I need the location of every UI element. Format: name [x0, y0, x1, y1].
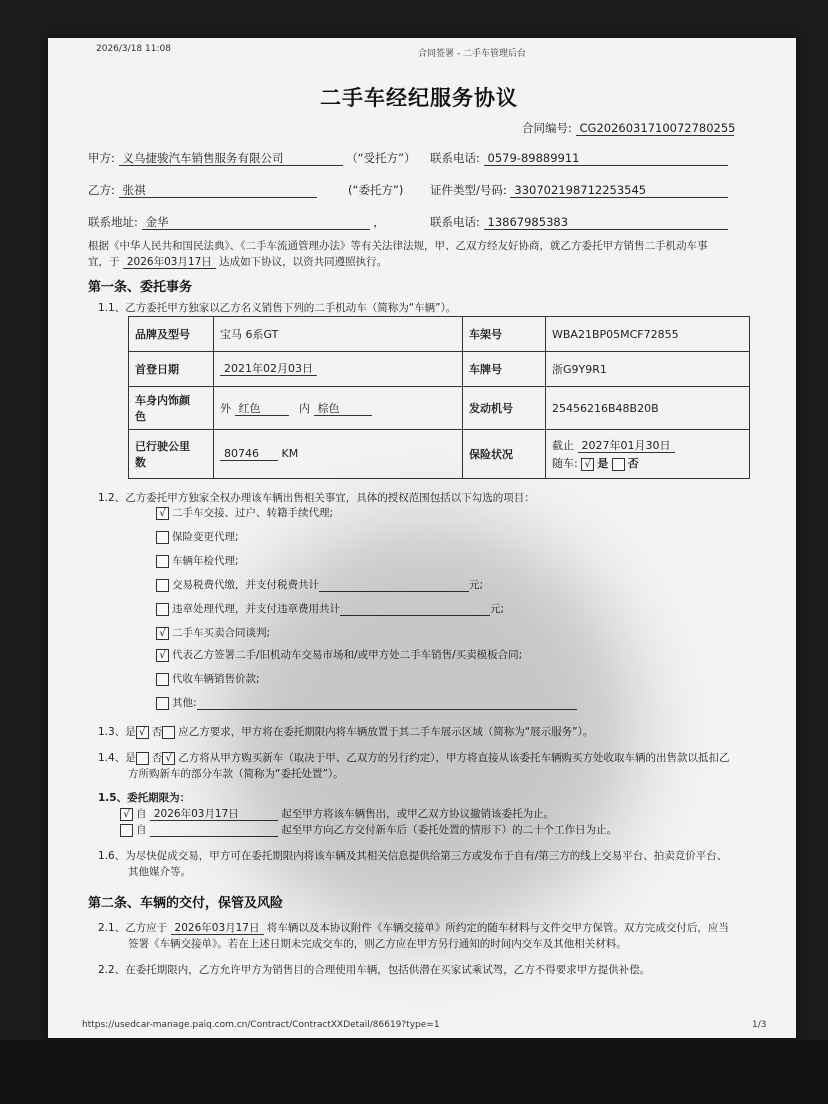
reg-date-cell	[214, 352, 463, 387]
authorization-option	[156, 671, 260, 686]
item-1-3-yes-checkbox[interactable]: √	[136, 726, 149, 739]
mileage-label	[129, 430, 214, 479]
party-a-phone: 0579-89889911	[484, 151, 728, 166]
term-1-from: 自	[136, 808, 147, 820]
option-checkbox-8[interactable]	[156, 673, 169, 686]
intro-suffix: 达成如下协议，以资共同遵照执行。	[219, 256, 388, 268]
plate-value: 浙G9Y9R1	[546, 352, 750, 387]
item-1-3-yes-label: 1.3、是	[98, 726, 136, 738]
insurance-yes-checkbox[interactable]: √	[581, 458, 594, 471]
authorization-option	[156, 625, 270, 640]
table-row	[129, 352, 750, 387]
item-1-4-no-label: 否	[151, 752, 163, 764]
plate-label: 车牌号	[463, 352, 546, 387]
contract-number-value: CG2026031710072780255	[576, 121, 734, 136]
term-checkbox-1[interactable]: √	[120, 808, 133, 821]
item-1-4	[98, 750, 729, 765]
authorization-option	[156, 695, 577, 710]
option-checkbox-6[interactable]: √	[156, 627, 169, 640]
reg-date-label: 首登日期	[129, 352, 214, 387]
party-b-id-row	[430, 182, 728, 198]
option-text-1: 二手车交接、过户、转籍手续代理;	[172, 507, 334, 519]
mileage-value: 80746	[220, 447, 278, 461]
insurance-cell	[546, 430, 750, 479]
item-1-2-intro: 1.2、乙方委托甲方独家全权办理该车辆出售相关事宜，具体的授权范围包括以下勾选的项目：	[98, 492, 535, 504]
other-blank[interactable]	[197, 697, 577, 710]
item-1-3-text: 应乙方要求，甲方将在委托期限内将车辆放置于其二手车展示区域（简称为“展示服务”）。	[178, 726, 594, 738]
item-1-6-line2: 其他媒介等。	[128, 866, 191, 878]
insurance-until-row	[552, 437, 743, 453]
item-2-1-line2: 签署《车辆交接单》。若在上述日期未完成交车的，则乙方应在甲方另行通知的时间内交车及其他相关材料。	[128, 938, 627, 950]
item-1-4-no-checkbox[interactable]: √	[162, 752, 175, 765]
table-row	[129, 430, 750, 479]
authorization-option	[156, 505, 333, 520]
party-b-name: 张祺	[119, 183, 317, 198]
address-label: 联系地址:	[88, 215, 138, 229]
intro-prefix: 宜，于	[88, 256, 120, 268]
color-label-line1: 车身内饰颜	[135, 394, 190, 407]
exterior-color: 红色	[235, 402, 289, 416]
intro-line-1: 根据《中华人民共和国民法典》、《二手车流通管理办法》等有关法律法规，甲、乙双方经友好协商，就乙方委托甲方销售二手机动车事	[88, 240, 708, 252]
authorization-option	[156, 601, 504, 616]
intro-date: 2026年03月17日	[123, 256, 216, 269]
item-1-3	[98, 724, 593, 739]
insurance-until-label: 截止	[552, 439, 574, 452]
item-1-5-title: 1.5、委托期限为：	[98, 792, 191, 804]
party-b-row	[88, 182, 317, 198]
party-b-id-label: 证件类型/号码:	[430, 183, 507, 197]
item-1-4-yes-label: 1.4、是	[98, 752, 136, 764]
item-1-3-no-label: 否	[151, 726, 163, 738]
insurance-no-checkbox[interactable]	[612, 458, 625, 471]
contract-title: 二手车经纪服务协议	[320, 86, 518, 110]
option-suffix-4: 元;	[469, 579, 484, 591]
party-a-phone-label: 联系电话:	[430, 151, 480, 165]
party-b-id: 330702198712253545	[510, 183, 728, 198]
term-1-start-date: 2026年03月17日	[150, 808, 278, 821]
party-b-role: (“委托方”)	[348, 183, 404, 197]
term-2-from: 自	[136, 824, 147, 836]
option-text-3: 车辆年检代理;	[172, 555, 239, 567]
insurance-follow-row	[552, 455, 743, 471]
color-cell	[214, 387, 463, 430]
address-row	[88, 214, 385, 230]
party-a-name: 义乌捷骏汽车销售服务有限公司	[119, 151, 343, 166]
interior-color: 棕色	[314, 402, 372, 416]
option-checkbox-9[interactable]	[156, 697, 169, 710]
violation-amount-blank[interactable]	[340, 603, 490, 616]
print-datetime: 2026/3/18 11:08	[96, 44, 171, 54]
authorization-option	[156, 647, 522, 662]
item-1-4-line2: 方所购新车的部分车款（简称为“委托处置”）。	[128, 768, 344, 780]
term-checkbox-2[interactable]	[120, 824, 133, 837]
insurance-follow-label: 随车:	[552, 457, 578, 470]
item-2-1-text: 将车辆以及本协议附件《车辆交接单》所约定的随车材料与文件交甲方保管。双方完成交付后，应当	[266, 922, 729, 934]
table-surface	[0, 1040, 828, 1104]
option-text-4: 交易税费代缴，并支付税费共计	[172, 579, 319, 591]
insurance-no-label: 否	[627, 457, 639, 470]
item-1-4-yes-checkbox[interactable]	[136, 752, 149, 765]
party-b-phone: 13867985383	[484, 215, 728, 230]
reg-date-value: 2021年02月03日	[220, 362, 317, 376]
item-2-1-date: 2026年03月17日	[171, 922, 264, 935]
option-checkbox-5[interactable]	[156, 603, 169, 616]
party-a-label: 甲方:	[88, 151, 115, 165]
item-1-3-no-checkbox[interactable]	[162, 726, 175, 739]
option-text-9: 其他:	[172, 697, 197, 709]
vin-label: 车架号	[463, 317, 546, 352]
mileage-unit: KM	[281, 447, 299, 460]
term-2-text: 起至甲方向乙方交付新车后（委托处置的情形下）的二十个工作日为止。	[281, 824, 618, 836]
contract-page	[48, 38, 796, 1038]
party-a-phone-row	[430, 150, 728, 166]
term-2-start-blank[interactable]	[150, 824, 278, 837]
tax-amount-blank[interactable]	[319, 579, 469, 592]
footer-page: 1/3	[752, 1020, 767, 1030]
party-b-phone-label: 联系电话:	[430, 215, 480, 229]
insurance-label: 保险状况	[463, 430, 546, 479]
table-row	[129, 317, 750, 352]
contract-number-label: 合同编号:	[522, 121, 572, 135]
vin-value: WBA21BP05MCF72855	[546, 317, 750, 352]
mileage-label-line1: 已行驶公里	[135, 440, 190, 453]
item-1-6-line1: 1.6、为尽快促成交易，甲方可在委托期限内将该车辆及其相关信息提供给第三方或发布于自有/第三方的线上交易平台、拍卖竞价平台、	[98, 850, 728, 862]
option-checkbox-7[interactable]: √	[156, 649, 169, 662]
item-2-2: 2.2、在委托期限内，乙方允许甲方为销售目的合理使用车辆，包括供潜在买家试乘试驾，乙方不得要求甲方提供补偿。	[98, 964, 651, 976]
option-checkbox-2[interactable]	[156, 531, 169, 544]
address-value: 金华	[142, 215, 370, 230]
term-option-1	[120, 806, 554, 821]
vehicle-table	[128, 316, 750, 479]
option-text-5: 违章处理代理，并支付违章费用共计	[172, 603, 340, 615]
authorization-option	[156, 577, 483, 592]
option-text-2: 保险变更代理;	[172, 531, 239, 543]
authorization-option	[156, 553, 239, 568]
option-text-6: 二手车买卖合同谈判;	[172, 627, 271, 639]
color-label-line2: 色	[135, 410, 146, 423]
option-checkbox-1[interactable]: √	[156, 507, 169, 520]
party-a-role: （“受托方”）	[346, 151, 416, 165]
footer-url: https://usedcar-manage.paiq.com.cn/Contract/ContractXXDetail/86619?type=1	[82, 1020, 440, 1030]
insurance-yes-label: 是	[597, 457, 609, 470]
exterior-label: 外	[220, 402, 231, 415]
option-checkbox-4[interactable]	[156, 579, 169, 592]
contract-number	[522, 120, 734, 136]
brand-label: 品牌及型号	[129, 317, 214, 352]
interior-label: 内	[299, 402, 310, 415]
item-2-1-line1	[98, 920, 729, 935]
mileage-label-line2: 数	[135, 456, 146, 469]
item-1-4-text: 乙方将从甲方购买新车（取决于甲、乙双方的另行约定），甲方将直接从该委托车辆购买方处收取车辆的出售款以抵扣乙	[178, 752, 730, 764]
party-b-phone-row	[430, 214, 728, 230]
section-2-title: 第二条、车辆的交付，保管及风险	[88, 896, 284, 911]
table-row	[129, 387, 750, 430]
authorization-option	[156, 529, 239, 544]
item-2-1-prefix: 2.1、乙方应于	[98, 922, 168, 934]
section-1-title: 第一条、委托事务	[88, 280, 193, 295]
mileage-cell	[214, 430, 463, 479]
color-label	[129, 387, 214, 430]
address-comma: ，	[373, 215, 385, 229]
party-a-row	[88, 150, 416, 166]
option-checkbox-3[interactable]	[156, 555, 169, 568]
item-1-1: 1.1、乙方委托甲方独家以乙方名义销售下列的二手机动车（简称为“车辆”）。	[98, 302, 457, 314]
term-option-2	[120, 822, 617, 837]
option-text-8: 代收车辆销售价款;	[172, 673, 260, 685]
option-text-7: 代表乙方签署二手/旧机动车交易市场和/或甲方处二手车销售/买卖模板合同;	[172, 649, 523, 661]
engine-label: 发动机号	[463, 387, 546, 430]
option-suffix-5: 元;	[490, 603, 505, 615]
engine-value: 25456216B48B20B	[546, 387, 750, 430]
insurance-until-date: 2027年01月30日	[578, 439, 675, 453]
brand-value: 宝马 6系GT	[214, 317, 463, 352]
print-header-title: 合同签署 - 二手车管理后台	[418, 49, 526, 59]
party-b-label: 乙方:	[88, 183, 115, 197]
intro-line-2	[88, 254, 387, 269]
term-1-text: 起至甲方将该车辆售出，或甲乙双方协议撤销该委托为止。	[281, 808, 555, 820]
